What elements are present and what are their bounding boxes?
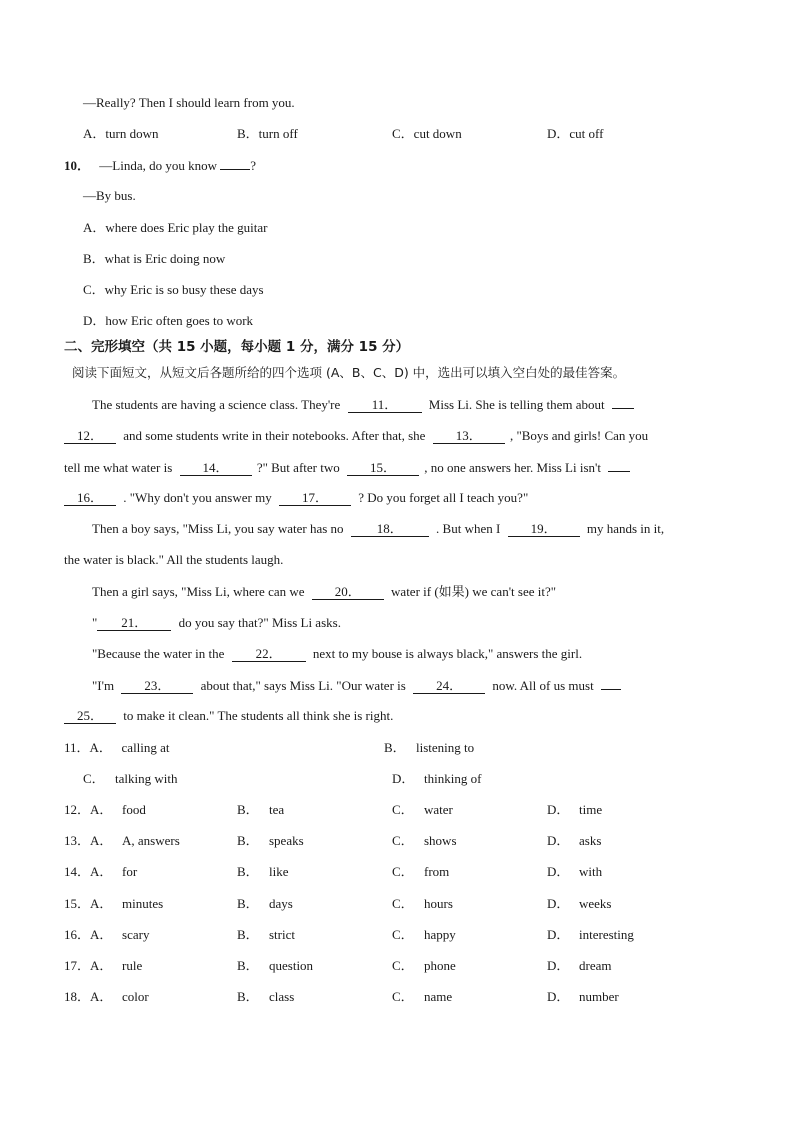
passage-line-7 — [92, 584, 556, 600]
option-text: number — [579, 989, 619, 1004]
option-letter: B． — [237, 958, 259, 973]
blank-25[interactable]: 25． — [64, 709, 116, 724]
passage-text: to make it clean." The students all think she is right. — [123, 708, 394, 723]
passage-text: water if (如果) we can't see it?" — [391, 584, 557, 599]
option-text: thinking of — [424, 771, 482, 786]
option-text: hours — [424, 896, 453, 911]
blank-25-start[interactable] — [601, 677, 621, 690]
option-letter: B． — [237, 927, 259, 942]
option-text: name — [424, 989, 453, 1004]
option-letter: D． — [547, 833, 570, 848]
option-text: dream — [579, 958, 612, 973]
blank-20[interactable]: 20． — [312, 585, 384, 600]
option-text: from — [424, 864, 450, 879]
passage-text: Miss Li. She is telling them about — [428, 397, 605, 412]
cloze-option[interactable] — [547, 958, 611, 974]
option-text: minutes — [122, 896, 164, 911]
option-letter: B． — [237, 126, 259, 141]
cloze-option[interactable] — [64, 833, 180, 849]
cloze-option[interactable] — [392, 864, 449, 880]
cloze-option[interactable] — [392, 989, 452, 1005]
option-text: weeks — [579, 896, 612, 911]
cloze-option[interactable] — [547, 896, 612, 912]
passage-text: The students are having a science class. They're — [92, 397, 341, 412]
option-letter: C． — [392, 864, 414, 879]
cloze-option[interactable] — [547, 989, 619, 1005]
option-letter: A． — [90, 927, 113, 942]
blank-12-start[interactable] — [612, 396, 634, 409]
question-number: 11． — [64, 740, 90, 755]
option-letter: A． — [90, 958, 113, 973]
option-letter: A． — [90, 864, 113, 879]
option-letter: B． — [384, 740, 406, 755]
option-letter: D． — [547, 989, 570, 1004]
option-letter: B． — [237, 896, 259, 911]
option-text: why Eric is so busy these days — [104, 282, 264, 297]
q9-option-a[interactable] — [83, 126, 158, 142]
option-text: cut off — [569, 126, 604, 141]
passage-text: , no one answers her. Miss Li isn't — [424, 460, 601, 475]
q9-option-c[interactable] — [392, 126, 462, 142]
blank-13[interactable]: 13． — [433, 429, 505, 444]
cloze-option[interactable] — [237, 833, 304, 849]
cloze-option[interactable] — [64, 896, 163, 912]
option-letter: D． — [547, 802, 570, 817]
blank-16[interactable]: 16． — [64, 491, 116, 506]
option-text: days — [269, 896, 293, 911]
passage-text: ?" But after two — [256, 460, 340, 475]
cloze-11-option-a[interactable] — [64, 740, 170, 756]
passage-text: "Because the water in the — [92, 646, 225, 661]
blank-23[interactable]: 23． — [121, 679, 193, 694]
blank-17[interactable]: 17． — [279, 491, 351, 506]
option-letter: A． — [90, 802, 113, 817]
passage-line-3 — [64, 459, 630, 476]
cloze-11-option-b[interactable] — [384, 740, 474, 756]
question-number: 13． — [64, 833, 91, 848]
cloze-option[interactable] — [547, 802, 602, 818]
cloze-option[interactable] — [392, 927, 456, 943]
cloze-option[interactable] — [237, 864, 289, 880]
blank-18[interactable]: 18． — [351, 522, 429, 537]
passage-line-9 — [92, 646, 582, 662]
passage-text: . "Why don't you answer my — [123, 490, 272, 505]
passage-text: and some students write in their notebooks. After that, she — [123, 428, 426, 443]
cloze-option[interactable] — [392, 802, 453, 818]
option-text: color — [122, 989, 149, 1004]
q9-reply: —Really? Then I should learn from you. — [83, 95, 295, 110]
option-text: A, answers — [122, 833, 180, 848]
question-number: 12． — [64, 802, 91, 817]
cloze-11-option-c[interactable] — [83, 771, 177, 787]
section-heading: 二、完形填空（共 15 小题，每小题 1 分，满分 15 分） — [64, 339, 410, 355]
option-letter: D． — [547, 864, 570, 879]
passage-text: " — [92, 615, 98, 630]
passage-text: ? Do you forget all I teach you?" — [358, 490, 529, 505]
passage-text: next to my bouse is always black," answers the girl. — [312, 646, 583, 661]
option-text: speaks — [269, 833, 304, 848]
option-letter: B． — [237, 833, 259, 848]
q10-stem-end: ? — [250, 158, 257, 173]
option-text: strict — [269, 927, 295, 942]
option-letter: B． — [83, 251, 105, 266]
option-letter: D． — [547, 927, 570, 942]
option-text: talking with — [115, 771, 178, 786]
cloze-option[interactable] — [64, 989, 149, 1005]
cloze-option[interactable] — [64, 927, 149, 943]
passage-line-2 — [64, 428, 648, 444]
option-text: shows — [424, 833, 457, 848]
passage-text: my hands in it, — [586, 521, 665, 536]
option-letter: C． — [83, 282, 105, 297]
option-letter: C． — [392, 126, 414, 141]
option-letter: B． — [237, 802, 259, 817]
blank-14[interactable]: 14． — [180, 461, 252, 476]
option-letter: A． — [83, 220, 106, 235]
option-text: phone — [424, 958, 456, 973]
passage-line-8 — [92, 615, 341, 631]
option-text: class — [269, 989, 295, 1004]
option-text: happy — [424, 927, 456, 942]
option-text: turn off — [258, 126, 298, 141]
question-number: 17． — [64, 958, 91, 973]
passage-text: tell me what water is — [64, 460, 173, 475]
cloze-option[interactable] — [547, 927, 634, 943]
option-text: like — [269, 864, 289, 879]
blank-11[interactable]: 11． — [348, 398, 422, 413]
option-text: interesting — [579, 927, 634, 942]
blank-16-start[interactable] — [608, 459, 630, 472]
q10-option-b[interactable] — [83, 251, 225, 267]
blank-24[interactable]: 24． — [413, 679, 485, 694]
option-text: listening to — [416, 740, 475, 755]
passage-text: now. All of us must — [492, 678, 594, 693]
option-letter: C． — [392, 833, 414, 848]
option-letter: A． — [89, 740, 112, 755]
q10-option-c[interactable] — [83, 282, 264, 298]
question-number: 16． — [64, 927, 91, 942]
option-text: scary — [122, 927, 150, 942]
q10-option-d[interactable] — [83, 313, 253, 329]
cloze-option[interactable] — [64, 802, 146, 818]
passage-text: . But when I — [436, 521, 501, 536]
blank-12[interactable]: 12． — [64, 429, 116, 444]
option-letter: D． — [547, 958, 570, 973]
option-letter: C． — [83, 771, 105, 786]
passage-line-1 — [92, 396, 634, 413]
option-letter: D． — [547, 126, 570, 141]
option-letter: D． — [392, 771, 415, 786]
passage-line-4 — [64, 490, 528, 506]
option-text: question — [269, 958, 314, 973]
option-letter: B． — [237, 864, 259, 879]
cloze-option[interactable] — [392, 833, 457, 849]
cloze-option[interactable] — [64, 958, 142, 974]
option-letter: C． — [392, 927, 414, 942]
passage-line-6: the water is black." All the students laugh. — [64, 552, 284, 567]
cloze-option[interactable] — [64, 864, 137, 880]
option-letter: A． — [90, 833, 113, 848]
passage-line-11 — [64, 708, 393, 724]
blank-15[interactable]: 15． — [347, 461, 419, 476]
q10-option-a[interactable] — [83, 220, 267, 236]
blank-19[interactable]: 19． — [508, 522, 580, 537]
blank-21[interactable]: 21． — [97, 616, 171, 631]
q10-stem — [64, 157, 256, 174]
section-instruction: 阅读下面短文，从短文后各题所给的四个选项 (A、B、C、D) 中，选出可以填入空白处的最佳答案。 — [72, 365, 626, 380]
passage-line-5 — [92, 521, 664, 537]
option-text: water — [424, 802, 453, 817]
cloze-option[interactable] — [237, 989, 294, 1005]
option-text: cut down — [413, 126, 462, 141]
q10-answer-blank[interactable] — [220, 157, 250, 170]
option-text: for — [122, 864, 138, 879]
option-text: calling at — [121, 740, 170, 755]
cloze-11-option-d[interactable] — [392, 771, 481, 787]
option-text: how Eric often goes to work — [105, 313, 254, 328]
option-text: what is Eric doing now — [104, 251, 226, 266]
option-letter: A． — [90, 896, 113, 911]
q10-stem-text: —Linda, do you know — [99, 158, 217, 173]
cloze-option[interactable] — [237, 802, 284, 818]
cloze-option[interactable] — [547, 864, 602, 880]
passage-text: , "Boys and girls! Can you — [509, 428, 649, 443]
q10-reply: —By bus. — [83, 188, 136, 203]
passage-text: do you say that?" Miss Li asks. — [178, 615, 341, 630]
option-letter: C． — [392, 802, 414, 817]
question-number: 18． — [64, 989, 91, 1004]
cloze-option[interactable] — [237, 896, 293, 912]
question-number: 14． — [64, 864, 91, 879]
cloze-option[interactable] — [547, 833, 601, 849]
option-letter: C． — [392, 896, 414, 911]
cloze-option[interactable] — [392, 958, 456, 974]
option-text: rule — [122, 958, 143, 973]
option-text: tea — [269, 802, 285, 817]
option-text: asks — [579, 833, 602, 848]
option-text: where does Eric play the guitar — [105, 220, 268, 235]
passage-line-10 — [92, 677, 621, 694]
passage-text: "I'm — [92, 678, 115, 693]
option-letter: B． — [237, 989, 259, 1004]
question-number: 15． — [64, 896, 91, 911]
option-text: with — [579, 864, 603, 879]
passage-text: Then a boy says, "Miss Li, you say water has no — [92, 521, 344, 536]
option-letter: C． — [392, 989, 414, 1004]
passage-text: about that," says Miss Li. "Our water is — [200, 678, 406, 693]
passage-text: Then a girl says, "Miss Li, where can we — [92, 584, 305, 599]
option-text: turn down — [105, 126, 159, 141]
cloze-option[interactable] — [392, 896, 453, 912]
q9-option-d[interactable] — [547, 126, 603, 142]
option-letter: A． — [90, 989, 113, 1004]
blank-22[interactable]: 22． — [232, 647, 306, 662]
q9-option-b[interactable] — [237, 126, 298, 142]
option-letter: C． — [392, 958, 414, 973]
option-text: food — [122, 802, 146, 817]
option-text: time — [579, 802, 603, 817]
option-letter: D． — [83, 313, 106, 328]
question-number: 10． — [64, 158, 91, 173]
option-letter: D． — [547, 896, 570, 911]
cloze-option[interactable] — [237, 958, 313, 974]
option-letter: A． — [83, 126, 106, 141]
cloze-option[interactable] — [237, 927, 295, 943]
